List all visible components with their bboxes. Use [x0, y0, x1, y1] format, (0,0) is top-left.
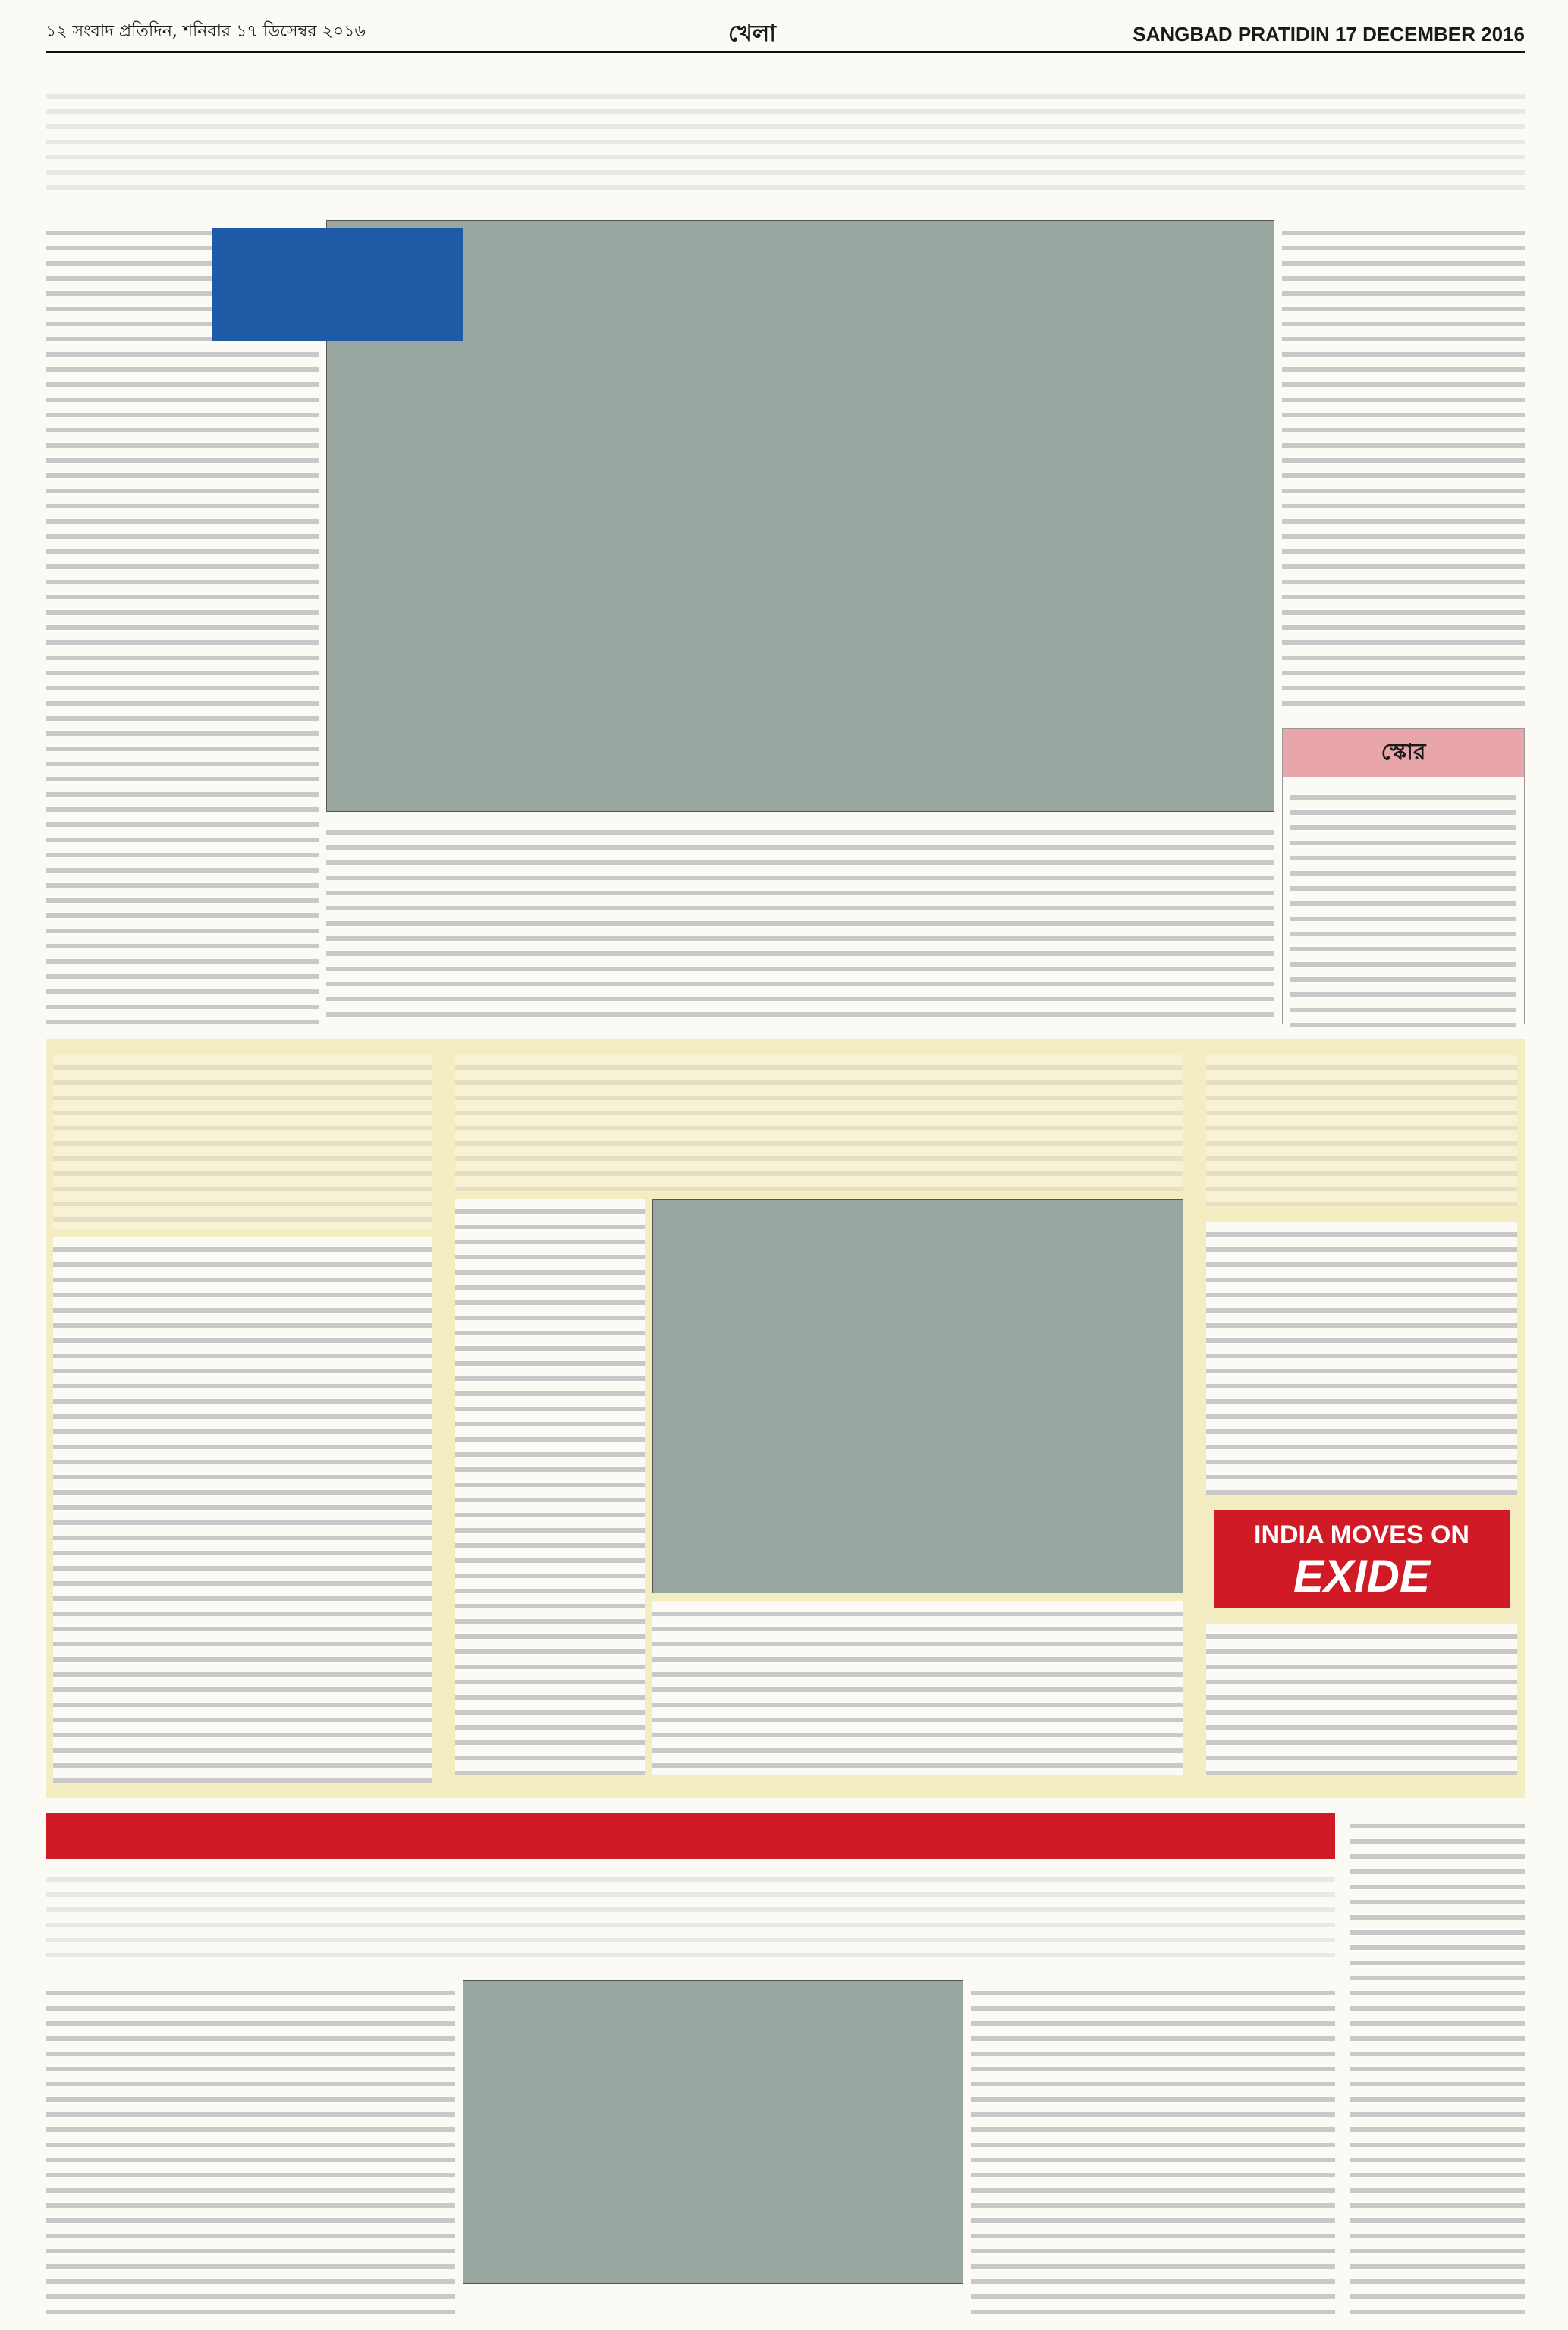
- middle-feature: [46, 1039, 1525, 1798]
- center-feature-body: [652, 1601, 1183, 1775]
- section-name: খেলা: [728, 20, 776, 47]
- score-box-body: [1290, 785, 1516, 1027]
- page-number: ১২: [46, 22, 68, 41]
- center-feature-photo: [652, 1199, 1183, 1593]
- bottom-story-photo: [463, 1980, 963, 2284]
- center-feature-col: [455, 1199, 645, 1775]
- center-feature-headline: [455, 1055, 1183, 1191]
- top-headline: [46, 83, 1525, 197]
- masthead-left: [46, 18, 366, 46]
- exide-logo: EXIDE: [1293, 1551, 1431, 1602]
- exide-tagline: INDIA MOVES ON: [1254, 1520, 1469, 1549]
- exide-ad: [1214, 1510, 1510, 1608]
- sidebar-story: [1350, 1813, 1525, 2314]
- bottom-story-kicker: [46, 1813, 1335, 1859]
- top-story-cols-below: [326, 819, 1274, 1024]
- left-feature-body: [53, 1237, 432, 1783]
- top-story-col-right: [1282, 220, 1525, 713]
- masthead: [46, 14, 1525, 53]
- bottom-story-col-2: [971, 1980, 1335, 2314]
- right-feature-body-2: [1206, 1624, 1517, 1775]
- masthead-date: সংবাদ প্রতিদিন, শনিবার ১৭ ডিসেম্বর ২০১৬: [72, 22, 366, 41]
- bottom-story-col-1: [46, 1980, 455, 2314]
- top-story-photo: [326, 220, 1274, 812]
- top-story-subhead: [212, 228, 463, 341]
- score-box: [1282, 728, 1525, 1024]
- bottom-headline: [46, 1866, 1335, 1965]
- right-feature-body: [1206, 1222, 1517, 1495]
- masthead-english: SANGBAD PRATIDIN 17 DECEMBER 2016: [1133, 23, 1525, 46]
- left-feature-headline: [53, 1055, 432, 1229]
- right-feature-headline: [1206, 1055, 1517, 1206]
- score-box-title: স্কোর: [1283, 729, 1524, 777]
